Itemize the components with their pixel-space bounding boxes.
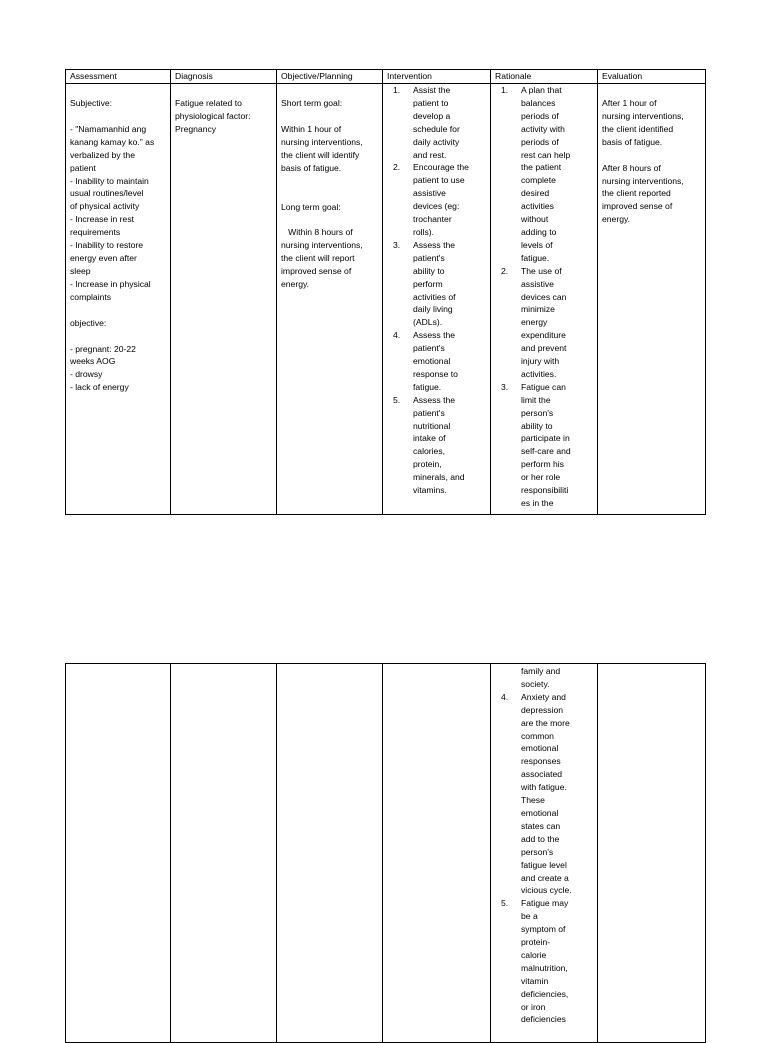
list-item-line: malnutrition,: [521, 962, 568, 973]
list-item-line: or her role: [521, 472, 561, 483]
list-item-line: associated: [521, 769, 563, 780]
table-row: [66, 664, 706, 1043]
list-item-line: periods of: [521, 110, 559, 121]
evaluation-line: After 8 hours of: [602, 162, 661, 173]
objective-line: - drowsy: [70, 369, 103, 380]
short-term-goal-line: the client will identify: [281, 149, 360, 160]
subjective-list: [70, 123, 166, 304]
nursing-care-plan-table-page1: [65, 69, 706, 515]
long-term-goal-line: improved sense of: [281, 266, 352, 277]
list-item-line: calories,: [413, 446, 445, 457]
list-item-line: vitamin: [521, 975, 549, 986]
list-item-line: devices (eg:: [413, 201, 460, 212]
list-item-line: minimize: [521, 304, 555, 315]
list-item-line: ability to: [413, 265, 445, 276]
list-item-line: emotional: [521, 807, 559, 818]
objective-planning-cell: [277, 84, 383, 515]
evaluation-first: [602, 97, 701, 149]
short-term-goal-line: basis of fatigue.: [281, 162, 342, 173]
rationale-cell-continued: [491, 664, 598, 1043]
list-item-line: periods of: [521, 136, 559, 147]
long-term-goal-text: [281, 226, 378, 291]
list-item-line: the patient: [521, 162, 562, 173]
list-item-line: Assist the: [413, 85, 451, 95]
diagnosis-text: [175, 97, 272, 136]
objective-line: - pregnant: 20-22: [70, 343, 136, 354]
evaluation-line: energy.: [602, 214, 631, 225]
diagnosis-cell-continued: [171, 664, 277, 1043]
list-item-line: A plan that: [521, 85, 562, 95]
evaluation-line: the client reported: [602, 188, 671, 199]
list-item-line: Assess the: [413, 394, 456, 405]
list-item-line: emotional: [413, 356, 451, 367]
intervention-item: [387, 394, 486, 497]
list-item-line: levels of: [521, 239, 553, 250]
list-item-line: patient's: [413, 407, 445, 418]
list-item-line: adding to: [521, 226, 557, 237]
intervention-cell: [383, 84, 491, 515]
list-item-line: develop a: [413, 110, 451, 121]
list-item-line: add to the: [521, 833, 560, 844]
intervention-item: [387, 329, 486, 394]
objective-label: objective:: [70, 317, 107, 328]
list-item-line: activities.: [521, 368, 557, 379]
list-item-line: These: [521, 795, 545, 806]
list-item-line: Assess the: [413, 330, 456, 341]
assessment-cell-continued: [66, 664, 171, 1043]
list-item-line: energy: [521, 317, 548, 328]
list-item-line: complete: [521, 175, 556, 186]
list-item-line: without: [521, 214, 549, 225]
list-item-line: injury with: [521, 356, 560, 367]
subjective-label: Subjective:: [70, 98, 113, 108]
list-item-line: ability to: [521, 420, 553, 431]
rationale-item: [495, 265, 593, 381]
list-item-line: Fatigue can: [521, 381, 566, 392]
subjective-line: complaints: [70, 291, 112, 302]
list-item-line: Fatigue may: [521, 898, 569, 909]
list-item-line: daily living: [413, 304, 453, 315]
subjective-line: usual routines/level: [70, 188, 144, 199]
subjective-line: kanang kamay ko." as: [70, 136, 155, 147]
list-item-line: assistive: [521, 278, 554, 289]
list-item-line: protein,: [413, 459, 442, 470]
list-item-line: person's: [521, 407, 554, 418]
subjective-line: - Increase in rest: [70, 214, 134, 225]
list-number: 1.: [393, 85, 401, 95]
list-item-line: and prevent: [521, 343, 567, 354]
evaluation-line: basis of fatigue.: [602, 136, 663, 147]
list-item-line: depression: [521, 704, 564, 715]
subjective-line: - Increase in physical: [70, 278, 151, 289]
diagnosis-cell: [171, 84, 277, 515]
list-item-line: or iron: [521, 1001, 546, 1012]
list-item-line: assistive: [413, 188, 446, 199]
list-item-line: vicious cycle.: [521, 885, 572, 896]
list-number: 3.: [501, 381, 509, 392]
list-item-line: responses: [521, 756, 561, 767]
list-item-line: symptom of: [521, 924, 566, 935]
subjective-line: of physical activity: [70, 201, 140, 212]
objective-planning-cell-continued: [277, 664, 383, 1043]
list-item-line: common: [521, 730, 554, 741]
subjective-line: sleep: [70, 265, 91, 276]
nursing-care-plan-table-page2: [65, 663, 706, 1043]
list-item-line: balances: [521, 97, 556, 108]
list-item-line: participate in: [521, 433, 570, 444]
objective-line: - lack of energy: [70, 382, 129, 393]
list-item-line: with fatigue.: [521, 782, 567, 793]
diagnosis-line: physiological factor:: [175, 110, 251, 121]
header-objective-planning: Objective/Planning: [277, 70, 383, 84]
list-item-line: states can: [521, 820, 561, 831]
list-item-line: The use of: [521, 265, 562, 276]
list-item-line: perform: [413, 278, 443, 289]
header-intervention: Intervention: [383, 70, 491, 84]
list-item-line: self-care and: [521, 446, 571, 457]
list-item-line: devices can: [521, 291, 567, 302]
list-item-line: person's: [521, 846, 554, 857]
long-term-goal-line: Within 8 hours of: [281, 227, 353, 238]
evaluation-line: the client identified: [602, 123, 674, 134]
subjective-line: - Inability to restore: [70, 240, 144, 251]
list-item-line: nutritional: [413, 420, 451, 431]
assessment-cell: [66, 84, 171, 515]
list-item-line: expenditure: [521, 330, 566, 341]
list-item-line: deficiencies,: [521, 988, 569, 999]
evaluation-line: nursing interventions,: [602, 110, 684, 121]
list-item-line: fatigue level: [521, 859, 567, 870]
evaluation-line: After 1 hour of: [602, 98, 657, 108]
subjective-line: - "Namamanhid ang: [70, 123, 147, 134]
subjective-line: - Inability to maintain: [70, 175, 149, 186]
evaluation-line: improved sense of: [602, 201, 673, 212]
list-item-line: activities of: [413, 291, 456, 302]
list-item-line: Assess the: [413, 239, 456, 250]
rationale-cell: [491, 84, 598, 515]
list-item-line: deficiencies: [521, 1014, 566, 1025]
evaluation-second: [602, 162, 701, 227]
objective-line: weeks AOG: [70, 356, 116, 367]
rationale-item: [495, 897, 593, 1026]
list-item-line: are the more: [521, 717, 570, 728]
header-assessment: Assessment: [66, 70, 171, 84]
list-item-line: and create a: [521, 872, 569, 883]
rationale-continuation-line: society.: [521, 678, 550, 689]
list-item-line: calorie: [521, 949, 547, 960]
list-item-line: vitamins.: [413, 485, 447, 496]
short-term-goal-line: nursing interventions,: [281, 136, 363, 147]
rationale-list: [495, 84, 593, 510]
rationale-item: [495, 381, 593, 510]
objective-list: [70, 343, 166, 395]
intervention-item: [387, 84, 486, 161]
list-number: 2.: [393, 162, 401, 173]
list-item-line: minerals, and: [413, 472, 465, 483]
long-term-goal-line: the client will report: [281, 253, 355, 264]
header-rationale: Rationale: [491, 70, 598, 84]
list-item-line: fatigue.: [521, 252, 550, 263]
list-number: 5.: [393, 394, 401, 405]
header-evaluation: Evaluation: [598, 70, 706, 84]
subjective-line: patient: [70, 162, 96, 173]
rationale-continuation-line: family and: [521, 666, 561, 676]
intervention-list: [387, 84, 486, 497]
table-row: [66, 84, 706, 515]
list-item-line: patient to: [413, 97, 449, 108]
list-item-line: emotional: [521, 743, 559, 754]
list-item-line: perform his: [521, 459, 564, 470]
list-item-line: rest can help: [521, 149, 571, 160]
rationale-list-continued: [495, 691, 593, 1027]
list-item-line: patient's: [413, 252, 445, 263]
evaluation-cell-continued: [598, 664, 706, 1043]
list-number: 3.: [393, 239, 401, 250]
list-item-line: be a: [521, 911, 538, 922]
list-number: 1.: [501, 85, 509, 95]
short-term-goal-line: Within 1 hour of: [281, 123, 342, 134]
long-term-goal-line: energy.: [281, 279, 310, 290]
list-item-line: activities: [521, 201, 554, 212]
list-item-line: patient to use: [413, 175, 465, 186]
table-header-row: [66, 70, 706, 84]
list-item-line: Encourage the: [413, 162, 469, 173]
long-term-goal-label: Long term goal:: [281, 201, 341, 212]
rationale-item: [495, 691, 593, 898]
subjective-line: requirements: [70, 227, 121, 238]
rationale-item: [495, 84, 593, 265]
intervention-item: [387, 239, 486, 329]
list-item-line: and rest.: [413, 149, 447, 160]
list-item-line: protein-: [521, 937, 551, 948]
list-item-line: rolls).: [413, 226, 435, 237]
list-item-line: response to: [413, 368, 458, 379]
list-item-line: (ADLs).: [413, 317, 443, 328]
short-term-goal-label: Short term goal:: [281, 98, 343, 108]
list-number: 5.: [501, 898, 509, 909]
header-diagnosis: Diagnosis: [171, 70, 277, 84]
list-number: 2.: [501, 265, 509, 276]
list-number: 4.: [501, 691, 509, 702]
list-item-line: responsibiliti: [521, 485, 569, 496]
diagnosis-line: Pregnancy: [175, 123, 217, 134]
list-item-line: schedule for: [413, 123, 460, 134]
list-item-line: fatigue.: [413, 381, 442, 392]
list-item-line: es in the: [521, 498, 554, 508]
list-item-line: desired: [521, 188, 550, 199]
subjective-line: verbalized by the: [70, 149, 135, 160]
list-item-line: Anxiety and: [521, 691, 566, 702]
list-item-line: limit the: [521, 394, 551, 405]
long-term-goal-line: nursing interventions,: [281, 240, 363, 251]
list-item-line: daily activity: [413, 136, 460, 147]
list-item-line: activity with: [521, 123, 565, 134]
list-number: 4.: [393, 330, 401, 341]
intervention-cell-continued: [383, 664, 491, 1043]
list-item-line: trochanter: [413, 214, 452, 225]
evaluation-line: nursing interventions,: [602, 175, 684, 186]
diagnosis-line: Fatigue related to: [175, 98, 242, 108]
rationale-continuation: [495, 665, 593, 691]
evaluation-cell: [598, 84, 706, 515]
list-item-line: patient's: [413, 343, 445, 354]
subjective-line: energy even after: [70, 252, 137, 263]
short-term-goal-text: [281, 123, 378, 175]
list-item-line: intake of: [413, 433, 446, 444]
intervention-item: [387, 161, 486, 238]
